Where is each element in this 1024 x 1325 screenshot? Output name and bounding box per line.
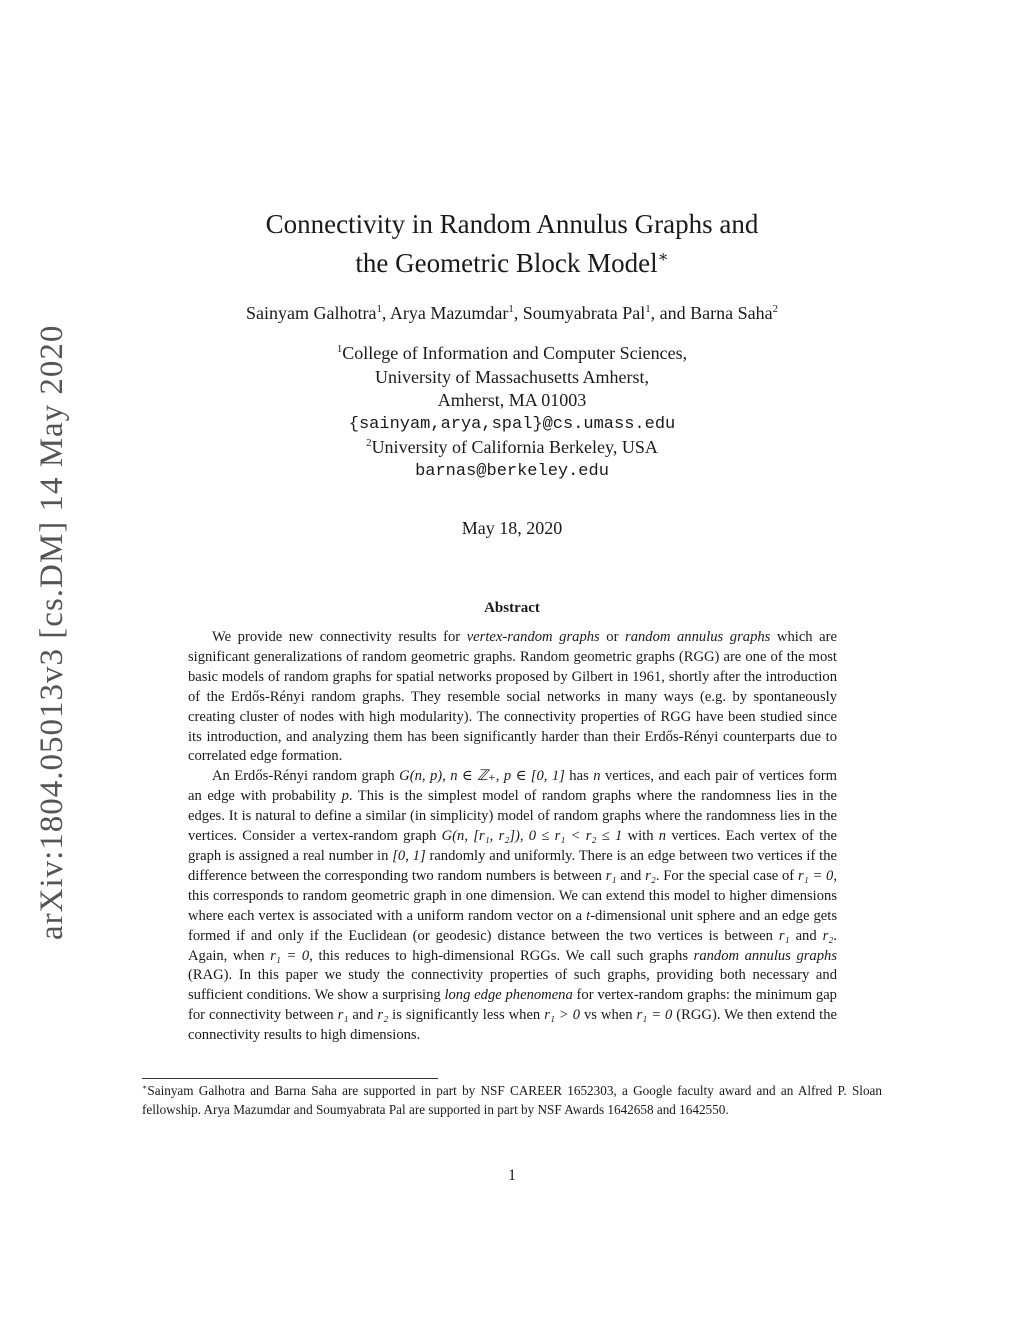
text-run: An Erdős-Rényi random graph [212, 768, 400, 785]
text-run: vertices. Each vertex of the graph is assigned a real number in [188, 828, 837, 864]
math: r₁ [337, 1007, 349, 1024]
math: r₂ [822, 927, 834, 944]
author-affiliation-mark: 1 [508, 303, 514, 315]
emphasis: vertex-random graphs [466, 629, 600, 645]
author-affiliation-mark: 1 [645, 303, 651, 315]
author-separator: , [513, 303, 523, 323]
footnote-text: Sainyam Galhotra and Barna Saha are supported in part by NSF CAREER 1652303, a Google faculty award and an Alfred P. Sloan fellowship. Arya Mazumdar and Soumyabrata Pal are supported in part by NSF Awards 1642658 and 1642550. [142, 1083, 882, 1117]
author-list [0, 300, 1024, 326]
math: r₂ [645, 867, 656, 884]
author-3 [523, 303, 690, 323]
math: r₁ = 0 [797, 867, 834, 884]
text-run: (RGG). We then extend the connectivity results to high dimensions. [188, 1007, 837, 1044]
author-2 [390, 303, 523, 323]
text-run: and [348, 1007, 378, 1024]
author-4 [690, 303, 778, 323]
text-run: vs when [580, 1007, 637, 1024]
emphasis: random annulus graphs [625, 629, 771, 645]
title-line-2-text: the Geometric Block Model [355, 248, 658, 278]
math: r₁ = 0 [636, 1007, 673, 1024]
text-run: or [599, 629, 626, 645]
paper-title [0, 205, 1024, 283]
funding-footnote [142, 1081, 882, 1119]
text-run: . Again, when [188, 927, 837, 964]
author-affiliation-mark: 2 [772, 303, 778, 315]
math: t [586, 907, 591, 924]
affiliation-2-email: barnas@berkeley.edu [415, 461, 609, 481]
emphasis: random annulus graphs [693, 947, 837, 964]
affiliation-1-line-2: University of Massachusetts Amherst, [375, 366, 649, 387]
text-run: , this reduces to high-dimensional RGGs. We call such graphs [309, 947, 694, 964]
page-number: 1 [508, 1167, 516, 1184]
math: G(n, [r₁, r₂]), 0 ≤ r₁ < r₂ ≤ 1 [441, 828, 623, 845]
math: n [593, 768, 601, 785]
affiliation-mark: 2 [366, 437, 372, 449]
affiliation-text: University of California Berkeley, USA [371, 437, 658, 457]
abstract-heading: Abstract [484, 600, 540, 616]
math: r₂ [377, 1007, 389, 1024]
author-name: Soumyabrata Pal [522, 303, 646, 323]
affiliations [0, 342, 1024, 483]
text-run: and [789, 927, 823, 944]
author-1 [246, 303, 390, 323]
abstract-paragraph-2 [188, 767, 837, 1046]
text-run: and [616, 867, 646, 884]
footnote-mark: ∗ [142, 1082, 148, 1092]
text-run: (RAG). In this paper we study the connectivity properties of such graphs, providing both necessary and sufficient conditions. We show a surprising [188, 967, 837, 1004]
text-run: is significantly less when [388, 1007, 545, 1024]
affiliation-1-email: {sainyam,arya,spal}@cs.umass.edu [348, 414, 676, 434]
author-name: Sainyam Galhotra [245, 303, 377, 323]
text-run: which are significant generalizations of random geometric graphs. Random geometric graphs (RGG) are one of the most basic models of random graphs for spatial networks proposed by Gilbert in 1961, shortly after the introduction of the Erdős-Rényi random graphs. They resemble social networks in many ways (e.g. by spontaneously creating cluster of nodes with high modularity). The connectivity properties of RGG have been studied since its introduction, and analyzing them has been significantly harder than their Erdős-Rényi counterparts due to correlated edge formation. [188, 629, 837, 765]
text-run: has [564, 768, 594, 785]
author-name: Arya Mazumdar [389, 303, 509, 323]
text-run: with [622, 828, 659, 845]
author-affiliation-mark: 1 [376, 303, 382, 315]
emphasis: long edge phenomena [444, 987, 573, 1004]
text-run: We provide new connectivity results for [212, 629, 467, 645]
affiliation-2-line-1 [0, 436, 1024, 460]
arxiv-identifier-stamp: arXiv:1804.05013v3 [cs.DM] 14 May 2020 [34, 324, 70, 940]
math: G(n, p), n ∈ ℤ₊, p ∈ [0, 1] [399, 768, 565, 785]
author-separator: , and [650, 303, 691, 323]
author-name: Barna Saha [690, 303, 773, 323]
text-run: . This is the simplest model of random graphs where the randomness lies in the edges. It is natural to define a similar (in simplicity) model of random graphs where the randomness lies in the vertices. Consider a vertex-random graph [188, 788, 837, 845]
footnote-divider [142, 1078, 438, 1079]
affiliation-1-line-1 [0, 342, 1024, 366]
abstract-body [188, 628, 837, 1046]
text-run: , this corresponds to random geometric graph in one dimension. We can extend this model to higher dimensions where each vertex is associated with a uniform random vector on a [188, 867, 838, 924]
title-footnote-mark: ∗ [657, 248, 669, 266]
math: [0, 1] [392, 847, 426, 864]
text-run: vertices, and each pair of vertices form an edge with probability [188, 768, 837, 805]
text-run: randomly and uniformly. There is an edge between two vertices if the difference between the corresponding two random numbers is between [188, 847, 837, 884]
affiliation-mark: 1 [336, 343, 343, 355]
title-line-2 [0, 244, 1024, 283]
text-run: -dimensional unit sphere and an edge gets formed if and only if the Euclidean (or geodesic) distance between the two vertices is between [188, 907, 837, 944]
math: r₁ [605, 867, 617, 884]
math: r₁ [778, 927, 790, 944]
math: n [658, 828, 667, 845]
title-line-1: Connectivity in Random Annulus Graphs and [265, 209, 759, 239]
affiliation-text: College of Information and Computer Sciences, [342, 343, 688, 363]
paper-date: May 18, 2020 [461, 518, 563, 538]
affiliation-1-line-3: Amherst, MA 01003 [437, 390, 587, 410]
author-separator: , [381, 303, 390, 323]
math: r₁ > 0 [544, 1007, 581, 1024]
math: p [341, 788, 349, 805]
text-run: for vertex-random graphs: the minimum gap for connectivity between [188, 987, 837, 1024]
text-run: . For the special case of [655, 867, 798, 884]
abstract-paragraph-1 [188, 628, 837, 767]
math: r₁ = 0 [270, 947, 310, 964]
